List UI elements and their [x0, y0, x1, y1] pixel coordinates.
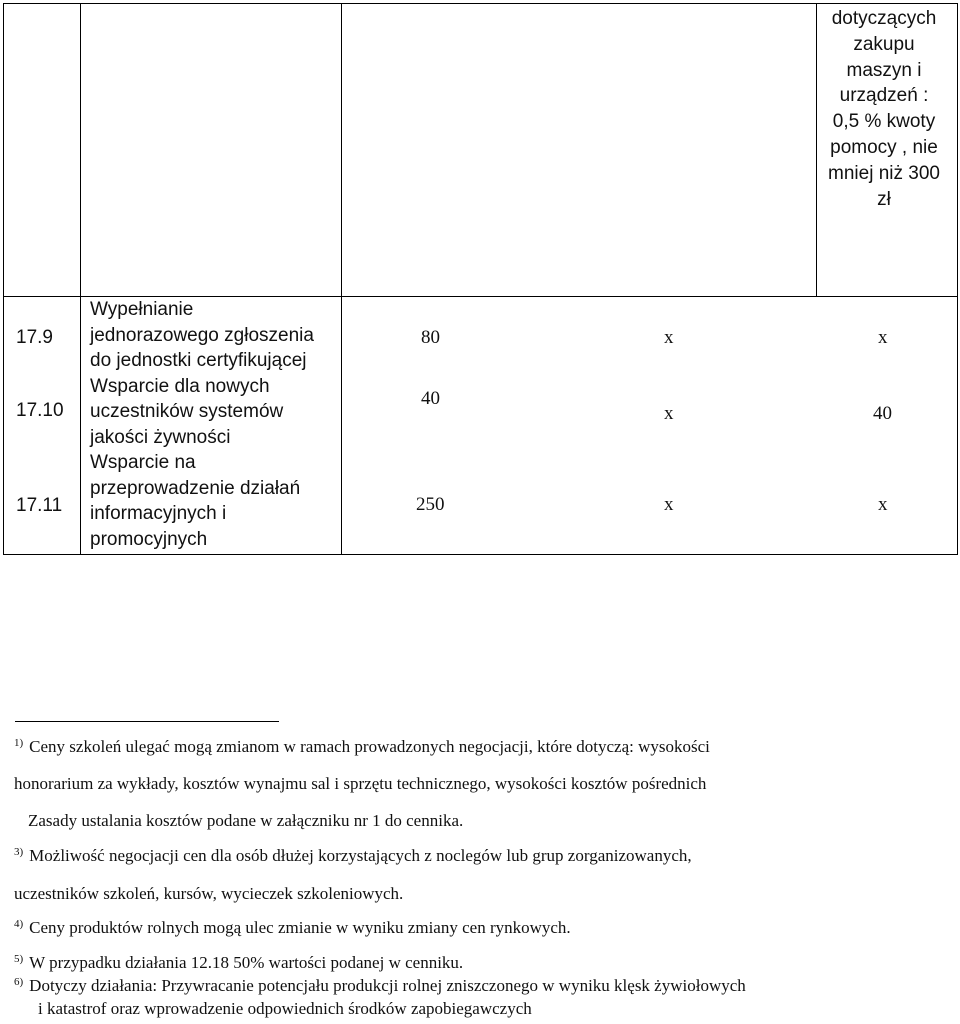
desc-line: jakości żywności: [90, 426, 231, 448]
footnote-3-cont: [14, 884, 403, 904]
footnote-1-cont: [14, 774, 706, 794]
desc-line: do jednostki certyfikującej: [90, 350, 307, 371]
desc-line: Wypełnianie: [90, 299, 194, 320]
desc-line: promocyjnych: [90, 528, 208, 550]
price-value: 40: [873, 403, 892, 424]
top-right-line: zł: [877, 188, 891, 210]
footnote-6-cont: [38, 999, 532, 1019]
row-number: 17.10: [16, 400, 64, 421]
price-value: x: [664, 403, 674, 424]
footnote-text: Ceny szkoleń ulegać mogą zmianom w ramach prowadzonych negocjacji, które dotyczą: wysokości: [29, 737, 710, 756]
desc-line: przeprowadzenie działań: [90, 477, 301, 499]
price-value: x: [664, 494, 674, 515]
footnote-text: Ceny produktów rolnych mogą ulec zmianie w wyniku zmiany cen rynkowych.: [29, 918, 571, 937]
desc-line: jednorazowego zgłoszenia: [90, 324, 314, 346]
footnote-mark: 6): [14, 976, 24, 988]
top-right-line: dotyczących: [831, 8, 937, 29]
top-right-line: mniej niż 300: [828, 162, 940, 184]
price-value: x: [878, 494, 888, 515]
footnote-5: [14, 953, 463, 973]
footnote-text: Możliwość negocjacji cen dla osób dłużej korzystających z noclegów lub grup zorganizowanych,: [29, 846, 692, 865]
footnote-text: honorarium za wykłady, kosztów wynajmu sal i sprzętu technicznego, wysokości kosztów pośrednich: [14, 774, 707, 793]
footnote-mark: 1): [14, 737, 24, 749]
table-border-left: [3, 3, 4, 555]
row-number: 17.9: [16, 327, 53, 348]
desc-line: Wsparcie na: [90, 452, 196, 473]
table-col-divider-2: [341, 3, 342, 555]
footnote-6: [14, 976, 746, 996]
footnote-mark: 3): [14, 846, 24, 858]
price-value: 80: [421, 327, 440, 348]
footnote-2: [28, 811, 463, 831]
footnote-separator: [15, 721, 279, 722]
footnote-text: i katastrof oraz wprowadzenie odpowiednich środków zapobiegawczych: [38, 999, 532, 1018]
row-description: [90, 297, 314, 552]
table-col-divider-1: [80, 3, 81, 555]
footnote-text: Zasady ustalania kosztów podane w załączniku nr 1 do cennika.: [28, 811, 464, 830]
footnote-mark: 5): [14, 953, 24, 965]
top-right-line: 0,5 % kwoty: [832, 111, 936, 133]
top-right-line: maszyn i: [846, 59, 922, 81]
top-right-line: pomocy , nie: [830, 136, 938, 158]
footnote-1: [14, 737, 710, 757]
table-border-right: [957, 3, 958, 555]
top-right-line: zakupu: [853, 33, 915, 55]
price-value: x: [664, 327, 674, 348]
price-value: x: [878, 327, 888, 348]
footnote-text: uczestników szkoleń, kursów, wycieczek szkoleniowych.: [14, 884, 404, 903]
footnote-3: [14, 846, 692, 866]
top-right-line: urządzeń :: [839, 85, 929, 107]
top-right-cell: [816, 6, 952, 212]
row-number: 17.11: [16, 495, 63, 516]
price-value: 250: [416, 494, 445, 515]
footnote-mark: 4): [14, 918, 24, 930]
desc-line: uczestników systemów: [90, 401, 284, 422]
desc-line: Wsparcie dla nowych: [90, 375, 270, 397]
table-border-top: [3, 3, 958, 4]
footnote-4: [14, 918, 571, 938]
price-value: 40: [421, 388, 440, 409]
desc-line: informacyjnych i: [90, 503, 227, 524]
footnote-text: W przypadku działania 12.18 50% wartości podanej w cenniku.: [29, 953, 464, 972]
footnote-text: Dotyczy działania: Przywracanie potencjału produkcji rolnej zniszczonego w wyniku klęsk żywiołowych: [29, 976, 746, 995]
table-border-bottom: [3, 554, 958, 555]
